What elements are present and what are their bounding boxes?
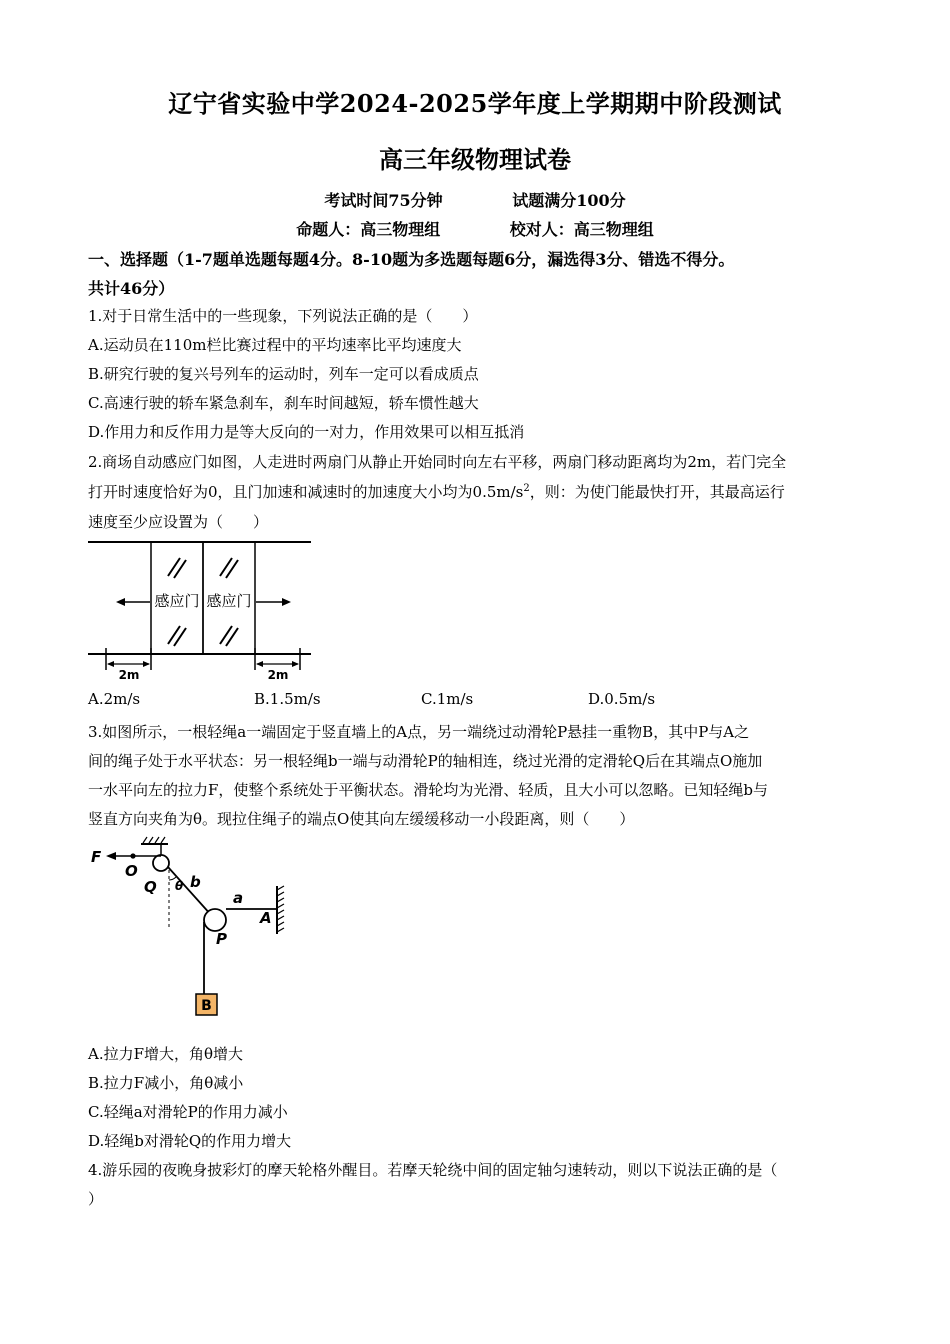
checker: 校对人：高三物理组 [509,220,654,239]
end-point-o [130,853,135,858]
q2-stem-line2 [88,481,863,502]
q3-stem-line4: 竖直方向夹角为θ。现拉住绳子的端点O使其向左缓缓移动一小段距离，则（ ） [88,810,635,828]
authors-row [0,217,950,240]
exam-title: 辽宁省实验中学2024-2025学年度上学期期中阶段测试 [168,89,782,118]
label-f: F [91,848,102,866]
q3-option-a: A.拉力F增大，角θ增大 [88,1045,244,1063]
author: 命题人：高三物理组 [296,220,441,239]
pulley-figure [86,836,296,1022]
label-q: Q [144,878,157,896]
full-score: 试题满分100分 [512,191,626,210]
label-a: a [233,889,244,907]
force-arrow-icon [106,852,116,860]
exam-time: 考试时间75分钟 [324,191,443,210]
q2-option-a: A.2m/s [88,690,141,708]
q2-option-c: C.1m/s [421,690,474,708]
q3-option-b: B.拉力F减小，角θ减小 [88,1074,244,1092]
left-distance-label: 2m [118,668,140,682]
q3-option-d: D.轻绳b对滑轮Q的作用力增大 [88,1132,292,1150]
pulley-q [153,855,169,871]
exam-subtitle: 高三年级物理试卷 [379,145,571,174]
label-p: P [216,930,227,948]
label-theta: θ [175,879,184,893]
right-arrow-icon [282,598,291,606]
label-o: O [125,862,138,880]
door-figure [86,536,316,682]
pulley-p [204,909,226,931]
q1-stem: 1.对于日常生活中的一些现象，下列说法正确的是（ ） [88,307,478,325]
label-wall-a: A [260,909,272,927]
q1-option-c: C.高速行驶的轿车紧急刹车，刹车时间越短，轿车惯性越大 [88,394,479,412]
right-door-label: 感应门 [206,592,252,610]
q2-line2-pre: 打开时速度恰好为0，且门加速和减速时的加速度大小均为0.5m/s [88,483,524,501]
q2-stem-line1: 2.商场自动感应门如图，人走进时两扇门从静止开始同时向左右平移，两扇门移动距离均为2m，若门完全 [88,453,787,471]
q4-stem-line2: ） [88,1190,104,1208]
q3-stem-line3: 一水平向左的拉力F，使整个系统处于平衡状态。滑轮均为光滑、轻质，且大小可以忽略。已知轻绳b与 [88,781,769,799]
left-door-label: 感应门 [154,592,200,610]
wall-hatch [277,886,284,932]
q2-option-d: D.0.5m/s [588,690,656,708]
q3-stem-line2: 间的绳子处于水平状态：另一根轻绳b一端与动滑轮P的轴相连，绕过光滑的定滑轮Q后在其端点O施加 [88,752,763,770]
q1-option-b: B.研究行驶的复兴号列车的运动时，列车一定可以看成质点 [88,365,479,383]
q3-option-c: C.轻绳a对滑轮P的作用力减小 [88,1103,288,1121]
section-heading-cont: 共计46分） [88,279,175,298]
ceiling-hatch [143,837,165,843]
exam-meta-row [0,188,950,211]
q2-stem-line3: 速度至少应设置为（ ） [88,513,269,531]
q3-stem-line1: 3.如图所示，一根轻绳a一端固定于竖直墙上的A点，另一端绕过动滑轮P悬挂一重物B，其中P与A之 [88,723,750,741]
label-b: b [190,873,201,891]
q2-unit-exponent: 2 [523,483,530,494]
left-arrow-icon [116,598,125,606]
q1-option-a: A.运动员在110m栏比赛过程中的平均速率比平均速度大 [88,336,462,354]
label-weight-b: B [201,998,212,1014]
q2-option-b: B.1.5m/s [254,690,321,708]
right-distance-label: 2m [267,668,289,682]
q1-option-d: D.作用力和反作用力是等大反向的一对力，作用效果可以相互抵消 [88,423,525,441]
q2-line2-post: ，则：为使门能最快打开，其最高运行 [529,483,785,501]
q4-stem-line1: 4.游乐园的夜晚身披彩灯的摩天轮格外醒目。若摩天轮绕中间的固定轴匀速转动，则以下说法正确的是（ [88,1161,778,1179]
section-heading: 一、选择题（1-7题单选题每题4分。8-10题为多选题每题6分，漏选得3分、错选不得分。 [88,250,735,269]
